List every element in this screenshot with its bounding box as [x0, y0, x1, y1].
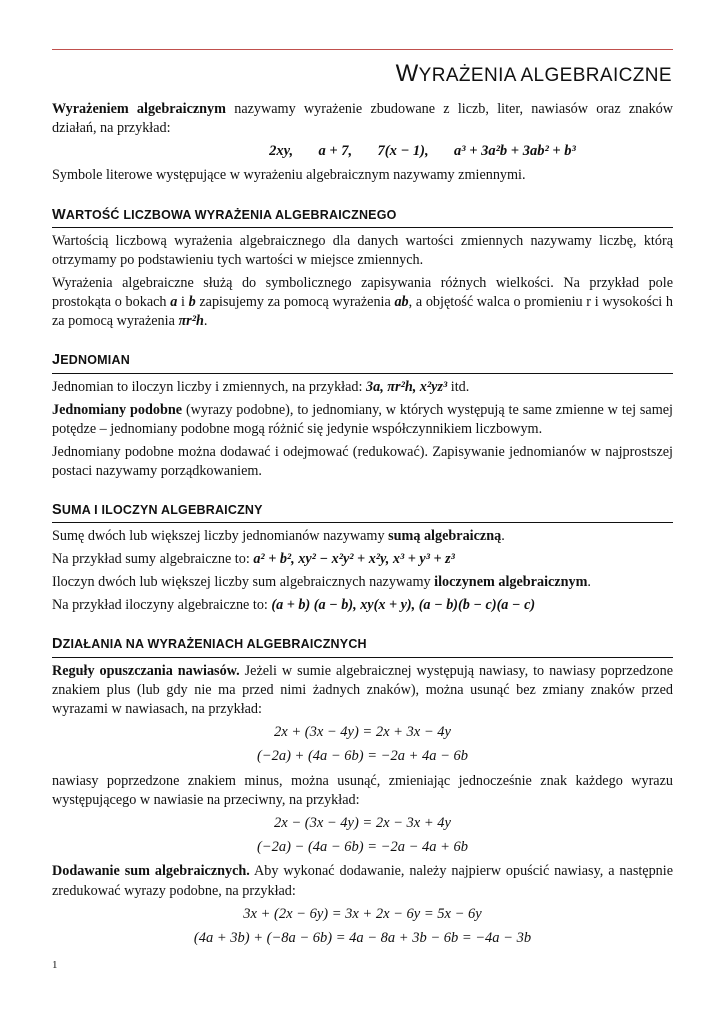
sec2-p2	[52, 401, 673, 439]
equation-1: 2x + (3x − 4y) = 2x + 3x − 4y	[274, 723, 451, 740]
equation-2: (−2a) + (4a − 6b) = −2a + 4a − 6b	[256, 748, 469, 765]
sec3-p1	[52, 527, 673, 546]
term: sumą algebraiczną	[388, 528, 502, 545]
text: Na przykład sumy algebraiczne to:	[52, 551, 254, 568]
term: Reguły opuszczania nawiasów.	[52, 662, 240, 679]
equation-3: 2x − (3x − 4y) = 2x − 3x + 4y	[274, 814, 451, 831]
title-text	[396, 60, 672, 87]
sum-examples: a² + b², xy² − x²y² + x²y, x³ + y³ + z³	[253, 551, 455, 568]
text: Jeżeli w sumie algebraicznej występują nawiasy, to nawiasy poprzedzone znakiem plus (lub gdy nie ma przed nimi żadnych znaków), można usunąć bez zmiany znaków przed wyrazami w nawiasach, na przykład:	[52, 662, 674, 717]
expr-volume: πr²h	[178, 313, 204, 330]
header-rule	[52, 49, 673, 50]
heading-initial: J	[52, 352, 61, 369]
sec2-p1	[52, 378, 673, 397]
expr-ab: ab	[394, 294, 409, 311]
section-heading-jednomian	[52, 351, 673, 373]
text: .	[501, 528, 505, 545]
text: itd.	[447, 378, 470, 395]
sec4-p2: nawiasy poprzedzone znakiem minus, można usunąć, zmieniając jednocześnie znak każdego wyrazu występującego w nawiasie na przeciwny, na przykład:	[52, 772, 673, 808]
heading-initial: D	[52, 636, 63, 653]
page-number: 1	[52, 959, 58, 971]
intro-examples	[52, 142, 673, 161]
product-examples: (a + b) (a − b), xy(x + y), (a − b)(b − c)(a − c)	[271, 597, 536, 614]
heading-rest: EDNOMIAN	[60, 353, 130, 368]
heading-initial: W	[52, 206, 66, 223]
text: Sumę dwóch lub większej liczby jednomianów nazywamy	[52, 528, 389, 545]
heading-rest: ZIAŁANIA NA WYRAŻENIACH ALGEBRAICZNYCH	[62, 637, 367, 652]
section-heading-dzialania	[52, 635, 673, 657]
term: Dodawanie sum algebraicznych.	[52, 863, 250, 880]
text: , a objętość walca o promieniu r i wysokości h za pomocą wyrażenia	[52, 294, 673, 330]
title-rest: YRAŻENIA ALGEBRAICZNE	[418, 65, 672, 86]
example-3: 7(x − 1),	[377, 143, 429, 160]
sec1-p1: Wartością liczbową wyrażenia algebraicznego dla danych wartości zmiennych nazywamy liczbę, którą otrzymamy po podstawieniu tych wartości w miejsce zmiennych.	[52, 232, 673, 268]
text: zapisujemy za pomocą wyrażenia	[195, 294, 395, 311]
equation-4: (−2a) − (4a − 6b) = −2a − 4a + 6b	[256, 839, 469, 856]
title-initial: W	[395, 60, 419, 87]
text: Iloczyn dwóch lub większej liczby sum algebraicznych nazywamy	[52, 574, 435, 591]
sec2-p3: Jednomiany podobne można dodawać i odejmować (redukować). Zapisywanie jednomianów w najprostszej postaci nazywamy porządkowaniem.	[52, 443, 673, 479]
page-title	[396, 58, 672, 90]
term: Jednomiany podobne	[52, 401, 183, 418]
section-heading-suma	[52, 501, 673, 523]
intro-paragraph	[52, 100, 673, 138]
text: (wyrazy podobne), to jednomiany, w których występują te same zmienne w tej samej potędze – jednomiany podobne mogą różnić się jedynie współczynnikiem liczbowym.	[52, 401, 673, 437]
document-body	[52, 100, 673, 953]
equation-6: (4a + 3b) + (−8a − 6b) = 4a − 8a + 3b − 6b = −4a − 3b	[193, 929, 532, 946]
equation-5: 3x + (2x − 6y) = 3x + 2x − 6y = 5x − 6y	[243, 905, 482, 922]
intro-term: Wyrażeniem algebraicznym	[52, 101, 226, 117]
example-2: a + 7,	[318, 143, 353, 160]
example-1: 2xy,	[269, 143, 294, 160]
sec3-p3	[52, 573, 673, 592]
example-4: a³ + 3a²b + 3ab² + b³	[453, 143, 576, 160]
text: Na przykład iloczyny algebraiczne to:	[52, 597, 272, 614]
sec3-p2	[52, 550, 673, 569]
text: Wyrażenia algebraiczne służą do symbolicznego zapisywania różnych wielkości. Na przykład pole prostokąta o bokach	[52, 275, 673, 311]
sec1-p2	[52, 274, 673, 331]
text: Jednomian to iloczyn liczby i zmiennych, na przykład:	[52, 378, 367, 395]
intro-note: Symbole literowe występujące w wyrażeniu algebraicznym nazywamy zmiennymi.	[52, 167, 526, 184]
text: i	[177, 294, 189, 311]
sec4-p1	[52, 662, 673, 719]
term: iloczynem algebraicznym	[434, 574, 588, 591]
heading-rest: UMA I ILOCZYN ALGEBRAICZNY	[61, 502, 263, 517]
var-b: b	[188, 294, 196, 311]
section-heading-wartosc	[52, 206, 673, 228]
sec3-p4	[52, 596, 673, 615]
text: .	[587, 574, 591, 591]
sec4-p3	[52, 862, 673, 900]
monomial-examples: 3a, πr²h, x²yz³	[366, 378, 448, 395]
heading-initial: S	[52, 501, 62, 518]
text: Aby wykonać dodawanie, należy najpierw opuścić nawiasy, a następnie zredukować wyrazy podobne, na przykład:	[52, 863, 674, 899]
intro-text: nazywamy wyrażenie zbudowane z liczb, liter, nawiasów oraz znaków działań, na przykład:	[52, 101, 674, 137]
text: .	[203, 313, 208, 330]
heading-rest: ARTOŚĆ LICZBOWA WYRAŻENIA ALGEBRAICZNEGO	[65, 207, 397, 222]
var-a: a	[170, 294, 178, 311]
